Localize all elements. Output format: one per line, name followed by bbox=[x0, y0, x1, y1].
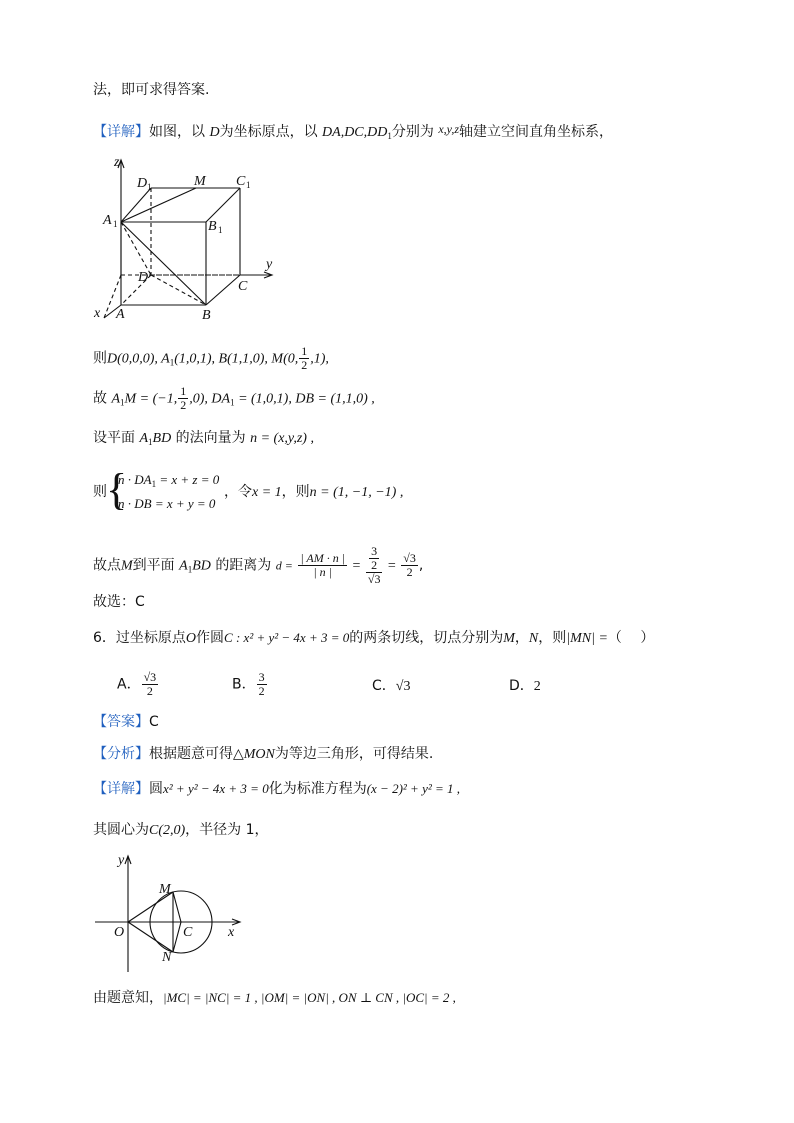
option-label: B． bbox=[232, 676, 256, 693]
detail2-line bbox=[93, 779, 460, 799]
fraction-half bbox=[299, 345, 309, 372]
text: ，则 bbox=[281, 484, 310, 500]
system-tail bbox=[224, 482, 403, 503]
text: 故 bbox=[93, 390, 107, 407]
option-label: A． bbox=[117, 676, 141, 693]
math: ,0), DA bbox=[189, 391, 231, 407]
math: M bbox=[503, 631, 515, 646]
frac-num: 1 bbox=[301, 344, 308, 358]
math: D(0,0,0), A bbox=[107, 351, 170, 367]
math-axes: DA,DC,DD bbox=[322, 125, 388, 140]
math: M bbox=[121, 558, 133, 574]
math: = (1,0,1), DB = (1,1,0) , bbox=[234, 391, 375, 407]
point-M: M bbox=[159, 882, 171, 897]
vertex-A1-sub: 1 bbox=[113, 219, 118, 229]
vertex-C1-sub: 1 bbox=[246, 180, 251, 190]
frac-num: √3 bbox=[403, 551, 416, 565]
math: |MC| = |NC| = 1 , |OM| = |ON| , ON ⊥ CN , |OC| = 2 , bbox=[163, 990, 456, 1005]
axis-label-x: x bbox=[94, 306, 101, 321]
math: |MN| = bbox=[566, 631, 608, 646]
math: x² + y² − 4x + 3 = 0 bbox=[163, 781, 269, 796]
brace: { bbox=[106, 465, 128, 514]
text: ， bbox=[514, 630, 529, 646]
analysis-line bbox=[93, 744, 433, 765]
frac-num: 3 bbox=[371, 544, 378, 558]
math: = bbox=[352, 558, 361, 574]
frac-den: 2 bbox=[258, 684, 265, 698]
text: 为等边三角形，可得结果. bbox=[274, 746, 434, 762]
plane-line bbox=[93, 428, 314, 452]
math: N bbox=[528, 631, 539, 646]
point-M: M bbox=[194, 174, 206, 189]
math: = bbox=[387, 558, 396, 574]
frac-den: 2 bbox=[180, 398, 187, 412]
frac-den: 2 bbox=[371, 558, 378, 572]
point-C: C bbox=[183, 925, 193, 940]
vertex-D1-sub: 1 bbox=[147, 182, 152, 192]
math: C : x² + y² − 4x + 3 = 0 bbox=[224, 630, 350, 645]
frac-den: 2 bbox=[146, 684, 153, 698]
math: n = (1, −1, −1) , bbox=[309, 485, 404, 500]
math: n = (x,y,z) , bbox=[250, 431, 314, 446]
math: (x − 2)² + y² = 1 , bbox=[366, 781, 461, 796]
answer-tag: 【答案】 bbox=[93, 714, 149, 730]
subscript: 1 bbox=[151, 479, 157, 489]
answer-line bbox=[93, 712, 159, 732]
center-line bbox=[93, 820, 269, 841]
vertex-D: D bbox=[138, 270, 149, 285]
text: ，半径为 1， bbox=[185, 822, 269, 838]
fraction-distance bbox=[298, 552, 347, 579]
math: A bbox=[139, 431, 149, 446]
fraction-inner bbox=[369, 545, 379, 572]
text: ，则 bbox=[538, 630, 567, 646]
point-O: O bbox=[114, 925, 125, 940]
subscript: 1 bbox=[120, 397, 125, 408]
text: （ ） bbox=[607, 630, 655, 646]
vertex-A: A bbox=[116, 307, 125, 322]
axis-label-y: y bbox=[118, 853, 125, 868]
text-line: 法，即可求得答案. bbox=[93, 82, 210, 98]
fraction-result bbox=[401, 552, 418, 579]
fraction-half bbox=[178, 385, 188, 412]
subscript: 1 bbox=[148, 437, 153, 447]
option-fraction bbox=[257, 671, 267, 698]
option-label: C． bbox=[372, 678, 396, 694]
math: BD bbox=[152, 431, 172, 446]
text: 的法向量为 bbox=[175, 430, 246, 446]
detail-text: 轴建立空间直角坐标系， bbox=[459, 124, 613, 140]
math: △MON bbox=[233, 747, 275, 762]
text: 圆 bbox=[149, 781, 163, 797]
frac-num: 3 bbox=[258, 670, 265, 684]
distance-line: 故点M到平面 $A_1BD$ 的距离为 d = $\frac{| AM \cdot n |}{| n |}$ = $\frac{\frac{3}{2}}{√3}$ = $\frac{√3}{2}$ , bbox=[93, 544, 424, 586]
math: (1,0,1), B(1,1,0), M(0, bbox=[174, 351, 299, 367]
math: = x + z = 0 bbox=[156, 472, 220, 487]
math: n · DB = x + y = 0 bbox=[118, 496, 216, 511]
vertex-B1: B bbox=[208, 219, 217, 234]
system-prefix: 则 bbox=[93, 484, 107, 500]
subscript: 1 bbox=[387, 131, 392, 141]
axis-label-z: z bbox=[114, 155, 120, 170]
text: 化为标准方程为 bbox=[268, 781, 367, 797]
text: 由题意知， bbox=[93, 990, 163, 1006]
vertex-D1: D bbox=[137, 176, 148, 191]
detail-line bbox=[93, 119, 613, 146]
detail-text: 如图，以 bbox=[149, 124, 205, 140]
text: 其圆心为 bbox=[93, 822, 149, 838]
detail-text: 为坐标原点，以 bbox=[219, 124, 318, 140]
math: C(2,0) bbox=[149, 823, 186, 838]
vertex-A1: A bbox=[103, 213, 112, 228]
option-A[interactable] bbox=[117, 671, 159, 698]
frac-num bbox=[366, 545, 382, 573]
system-row-2 bbox=[118, 494, 215, 515]
analysis-tag: 【分析】 bbox=[93, 746, 149, 762]
text: 到平面 bbox=[132, 557, 175, 574]
vertex-C1: C bbox=[236, 174, 246, 189]
math: x = 1 bbox=[252, 485, 282, 500]
vertex-B1-sub: 1 bbox=[218, 225, 223, 235]
detail-tag: 【详解】 bbox=[93, 781, 149, 797]
option-label: D． bbox=[509, 678, 534, 694]
circle-diagram bbox=[92, 848, 252, 976]
point-N: N bbox=[162, 950, 172, 965]
option-B[interactable] bbox=[232, 671, 268, 698]
cube-diagram bbox=[92, 150, 292, 328]
vertex-B: B bbox=[202, 308, 211, 323]
math-var: D bbox=[209, 125, 220, 140]
text: 设平面 bbox=[93, 430, 135, 446]
text: 6．过坐标原点 bbox=[93, 630, 186, 646]
math: M = (−1, bbox=[124, 391, 178, 407]
option-value: 2 bbox=[533, 679, 541, 694]
text: 的距离为 bbox=[215, 557, 272, 574]
option-value: √3 bbox=[395, 679, 411, 694]
math: d = bbox=[275, 558, 293, 573]
math: BD bbox=[192, 558, 211, 574]
frac-num: 1 bbox=[180, 384, 187, 398]
detail-tag: 【详解】 bbox=[93, 124, 149, 140]
frac-den: √3 bbox=[367, 572, 381, 586]
axis-label-x: x bbox=[228, 925, 235, 940]
text: ，令 bbox=[224, 484, 252, 500]
system-row-1 bbox=[118, 470, 219, 494]
subscript: 1 bbox=[187, 564, 193, 575]
text: 故点 bbox=[93, 557, 121, 574]
question-6 bbox=[93, 628, 654, 649]
frac-num: | AM · n | bbox=[300, 551, 346, 565]
detail-text: 分别为 bbox=[391, 124, 434, 140]
option-fraction bbox=[142, 671, 159, 698]
text: 根据题意可得 bbox=[149, 746, 233, 762]
frac-num: √3 bbox=[143, 670, 157, 684]
axis-label-y: y bbox=[266, 257, 273, 272]
option-D[interactable] bbox=[509, 675, 541, 695]
math: ,1), bbox=[310, 351, 329, 367]
vertex-C: C bbox=[238, 279, 248, 294]
math: O bbox=[185, 631, 197, 646]
subscript: 1 bbox=[169, 357, 175, 368]
math: n · DA bbox=[118, 472, 152, 487]
text: 则 bbox=[93, 350, 107, 367]
frac-den: 2 bbox=[406, 565, 413, 579]
final-line bbox=[93, 988, 456, 1008]
subscript: 1 bbox=[230, 397, 235, 408]
answer-value: C bbox=[149, 714, 159, 730]
math: A bbox=[111, 391, 121, 407]
option-C[interactable] bbox=[372, 675, 410, 695]
vectors-line bbox=[93, 385, 375, 413]
math-xyz: x,y,z bbox=[438, 122, 459, 136]
frac-den: | n | bbox=[313, 565, 332, 579]
math: A bbox=[179, 558, 188, 574]
coords-line bbox=[93, 345, 329, 373]
fraction-compound bbox=[366, 545, 383, 586]
text: 作圆 bbox=[196, 630, 225, 646]
frac-den: 2 bbox=[301, 358, 308, 372]
answer-prev: 故选：C bbox=[93, 594, 145, 610]
text: 的两条切线，切点分别为 bbox=[349, 630, 504, 646]
